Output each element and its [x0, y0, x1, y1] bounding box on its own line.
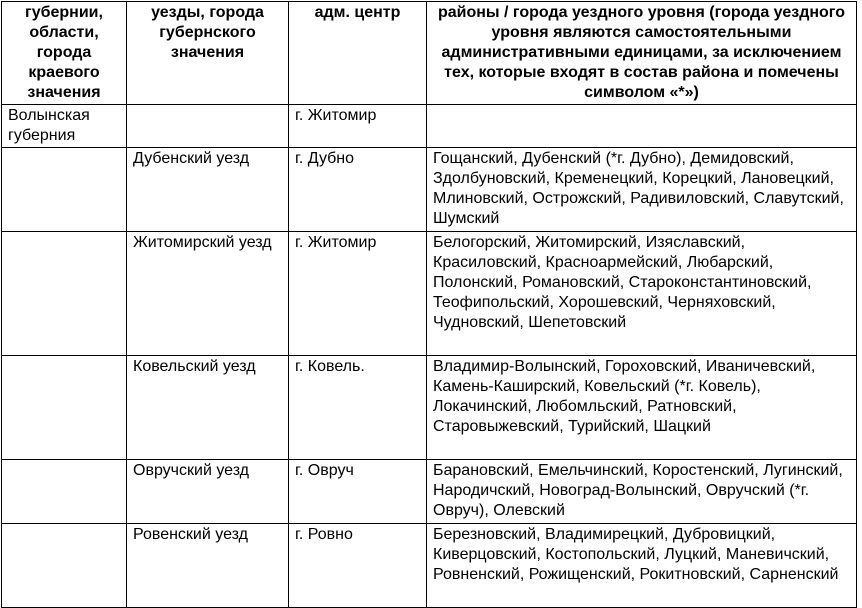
table-row — [2, 356, 857, 460]
table-row — [2, 524, 857, 608]
cell-region — [2, 356, 127, 460]
table-row — [2, 232, 857, 356]
header-row — [2, 2, 857, 105]
cell-region — [2, 460, 127, 524]
cell-center: г. Житомир — [289, 105, 427, 148]
cell-uezd — [127, 105, 289, 148]
table-row — [2, 460, 857, 524]
cell-center: г. Овруч — [289, 460, 427, 524]
cell-region — [2, 232, 127, 356]
cell-uezd: Житомирский уезд — [127, 232, 289, 356]
cell-uezd: Ковельский уезд — [127, 356, 289, 460]
cell-districts: Белогорский, Житомирский, Изяславский, Красиловский, Красноармейский, Любарский, Полонский, Романовский, Староконстантиновский, Теофипольский, Хорошевский, Черняховский, Чудновский, Шепетовский — [427, 232, 857, 356]
cell-uezd: Овручский уезд — [127, 460, 289, 524]
cell-center: г. Житомир — [289, 232, 427, 356]
header-center: адм. центр — [289, 2, 427, 105]
cell-districts: Владимир-Волынский, Гороховский, Иваничевский, Камень-Каширский, Ковельский (*г. Ковель), Локачинский, Любомльский, Ратновский, Старовыжевский, Турийский, Шацкий — [427, 356, 857, 460]
header-uezd: уезды, города губернского значения — [127, 2, 289, 105]
cell-uezd: Ровенский уезд — [127, 524, 289, 608]
header-districts: районы / города уездного уровня (города уездного уровня являются самостоятельными административными единицами, за исключением тех, которые входят в состав района и помечены символом «*») — [427, 2, 857, 105]
cell-districts: Барановский, Емельчинский, Коростенский, Лугинский, Народичский, Новоград-Волынский, Овручский (*г. Овруч), Олевский — [427, 460, 857, 524]
cell-region — [2, 524, 127, 608]
header-region: губернии, области, города краевого значения — [2, 2, 127, 105]
table-row — [2, 148, 857, 232]
cell-districts — [427, 105, 857, 148]
cell-districts: Березновский, Владимирецкий, Дубровицкий, Киверцовский, Костопольский, Луцкий, Маневичский, Ровненский, Рожищенский, Рокитновский, Сарненский — [427, 524, 857, 608]
cell-region — [2, 148, 127, 232]
cell-region: Волынская губерния — [2, 105, 127, 148]
cell-center: г. Дубно — [289, 148, 427, 232]
cell-uezd: Дубенский уезд — [127, 148, 289, 232]
cell-center: г. Ковель. — [289, 356, 427, 460]
table-row — [2, 105, 857, 148]
cell-center: г. Ровно — [289, 524, 427, 608]
districts-table — [1, 1, 857, 608]
cell-districts: Гощанский, Дубенский (*г. Дубно), Демидовский, Здолбуновский, Кременецкий, Корецкий, Лановецкий, Млиновский, Острожский, Радивиловский, Славутский, Шумский — [427, 148, 857, 232]
